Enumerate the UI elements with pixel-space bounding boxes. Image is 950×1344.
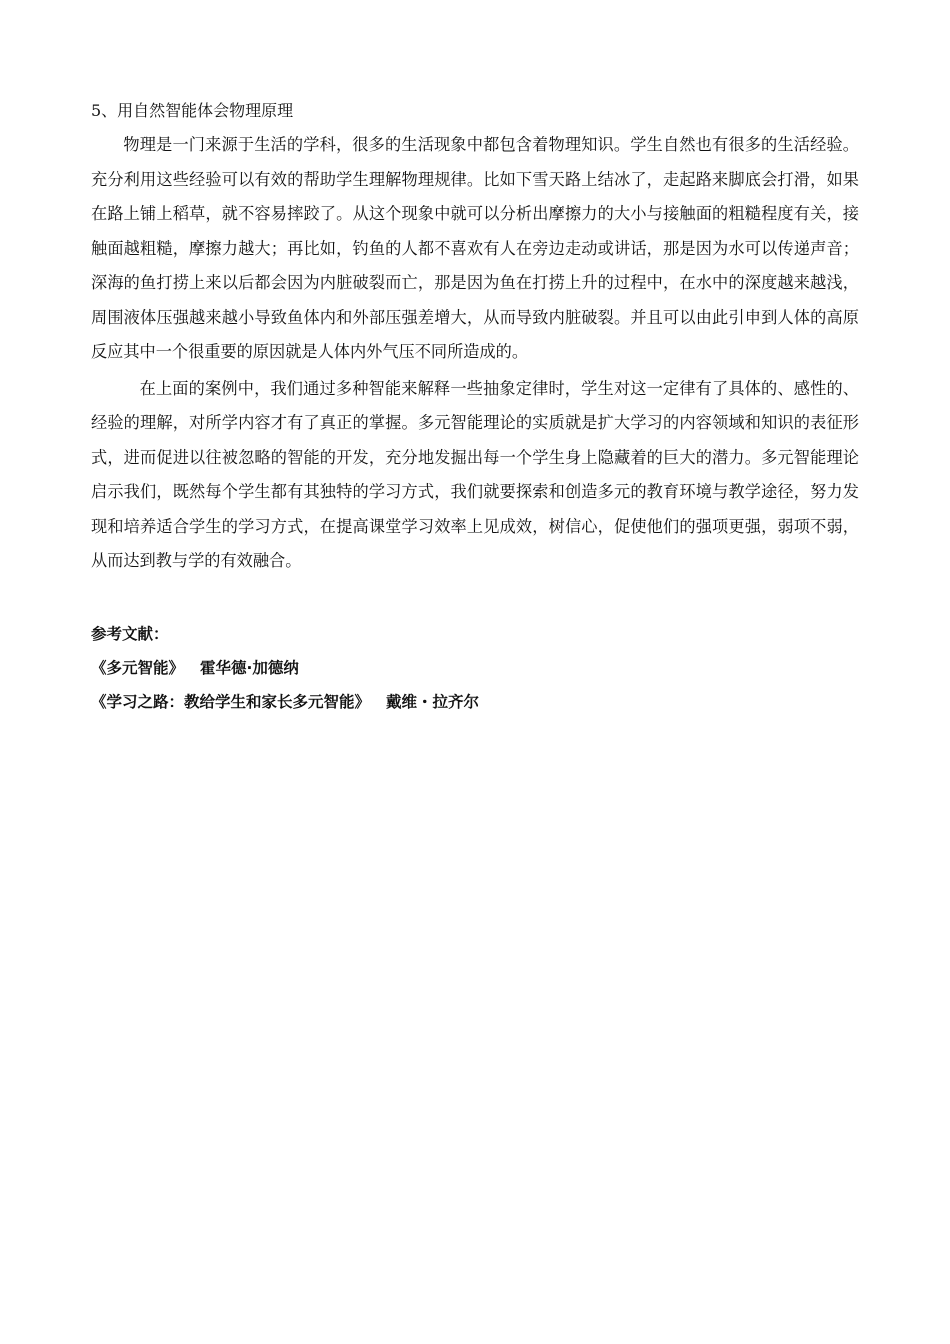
reference-book-title: 《多元智能》	[91, 658, 185, 677]
reference-author: 戴维・拉齐尔	[386, 692, 480, 711]
reference-book-title: 《学习之路：教给学生和家长多元智能》	[91, 692, 371, 711]
references-title: 参考文献：	[91, 624, 169, 643]
section-heading: 5、用自然智能体会物理原理	[91, 101, 294, 120]
paragraph-physics-examples: 物理是一门来源于生活的学科，很多的生活现象中都包含着物理知识。学生自然也有很多的生活经验。充分利用这些经验可以有效的帮助学生理解物理规律。比如下雪天路上结冰了，走起路来脚底会打滑，如果在路上铺上稻草，就不容易摔跤了。从这个现象中就可以分析出摩擦力的大小与接触面的粗糙程度有关，接触面越粗糙，摩擦力越大；再比如，钓鱼的人都不喜欢有人在旁边走动或讲话，那是因为水可以传递声音；深海的鱼打捞上来以后都会因为内脏破裂而亡，那是因为鱼在打捞上升的过程中，在水中的深度越来越浅，周围液体压强越来越小导致鱼体内和外部压强差增大，从而导致内脏破裂。并且可以由此引申到人体的高原反应其中一个很重要的原因就是人体内外气压不同所造成的。	[91, 135, 859, 361]
paragraph-conclusion: 在上面的案例中，我们通过多种智能来解释一些抽象定律时，学生对这一定律有了具体的、感性的、经验的理解，对所学内容才有了真正的掌握。多元智能理论的实质就是扩大学习的内容领域和知识的表征形式，进而促进以往被忽略的智能的开发，充分地发掘出每一个学生身上隐藏着的巨大的潜力。多元智能理论启示我们，既然每个学生都有其独特的学习方式，我们就要探索和创造多元的教育环境与教学途径，努力发现和培养适合学生的学习方式，在提高课堂学习效率上见成效，树信心，促使他们的强项更强，弱项不弱，从而达到教与学的有效融合。	[91, 378, 859, 570]
reference-item	[91, 651, 859, 685]
reference-item	[91, 685, 859, 719]
references-section	[91, 617, 859, 719]
document-page	[91, 97, 859, 719]
reference-author: 霍华德·加德纳	[200, 658, 299, 677]
